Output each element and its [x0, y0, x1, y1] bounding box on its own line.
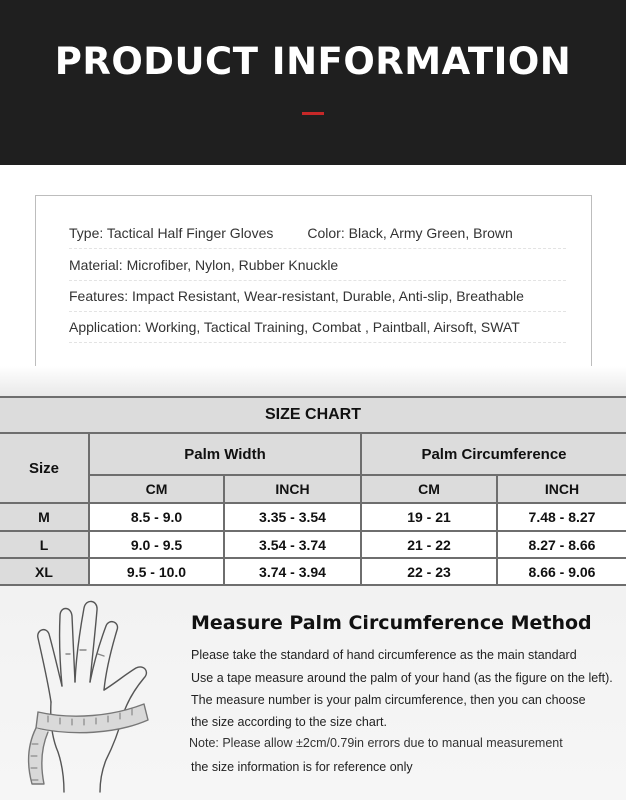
palm-circumference-header: Palm Circumference	[421, 445, 567, 463]
size-label: M	[38, 509, 50, 525]
table-cell: 9.0 - 9.5	[90, 532, 223, 557]
grid-line	[0, 396, 626, 398]
grid-line	[0, 530, 626, 532]
info-material: Material: Microfiber, Nylon, Rubber Knuckle	[69, 250, 566, 281]
info-color: Color: Black, Army Green, Brown	[307, 225, 513, 241]
info-line-type-color	[69, 218, 566, 249]
unit-cm-width: CM	[145, 481, 168, 497]
measure-instruction: Please take the standard of hand circumference as the main standard	[191, 648, 577, 662]
table-cell: 22 - 23	[362, 559, 496, 584]
title-accent-line	[302, 112, 324, 115]
size-label: L	[39, 536, 49, 553]
size-chart-title: SIZE CHART	[265, 406, 361, 423]
table-cell: 7.48 - 8.27	[498, 504, 626, 530]
measure-note-reference: the size information is for reference only	[191, 760, 413, 774]
size-chart	[0, 396, 626, 586]
grid-line	[360, 432, 362, 586]
table-cell: 3.74 - 3.94	[225, 559, 360, 584]
measure-instruction: Use a tape measure around the palm of your hand (as the figure on the left).	[191, 671, 613, 685]
header-banner	[0, 0, 626, 165]
palm-width-header: Palm Width	[184, 445, 266, 463]
measure-instruction: The measure number is your palm circumference, then you can choose	[191, 693, 586, 707]
measure-note: Note: Please allow ±2cm/0.79in errors due to manual measurement	[189, 736, 563, 750]
section-divider-band	[0, 366, 626, 396]
product-info-box	[35, 195, 592, 367]
table-cell: 8.5 - 9.0	[90, 504, 223, 530]
table-cell: 8.66 - 9.06	[498, 559, 626, 584]
info-type: Type: Tactical Half Finger Gloves	[69, 225, 274, 241]
measure-title: Measure Palm Circumference Method	[191, 612, 592, 634]
grid-line	[88, 474, 626, 476]
table-cell: 8.27 - 8.66	[498, 532, 626, 557]
grid-line	[88, 432, 90, 586]
grid-line	[496, 474, 498, 586]
table-cell: 21 - 22	[362, 532, 496, 557]
info-features: Features: Impact Resistant, Wear-resistant, Durable, Anti-slip, Breathable	[69, 281, 566, 312]
unit-cm-circumference: CM	[418, 481, 440, 497]
table-cell: 3.54 - 3.74	[225, 532, 360, 557]
size-column-header: Size	[28, 459, 59, 477]
grid-line	[223, 474, 225, 586]
unit-inch-width: INCH	[275, 481, 310, 497]
grid-line	[0, 502, 626, 504]
table-cell: 9.5 - 10.0	[90, 559, 223, 584]
measure-instruction: the size according to the size chart.	[191, 715, 387, 729]
hand-measure-icon	[18, 594, 168, 794]
info-application: Application: Working, Tactical Training, Combat , Paintball, Airsoft, SWAT	[69, 312, 566, 343]
table-cell: 19 - 21	[362, 504, 496, 530]
grid-line	[0, 432, 626, 434]
size-label: XL	[35, 563, 53, 580]
unit-inch-circumference: INCH	[544, 481, 580, 497]
table-cell: 3.35 - 3.54	[225, 504, 360, 530]
measure-section	[0, 586, 626, 800]
grid-line	[0, 557, 626, 559]
page-title: PRODUCT INFORMATION	[54, 40, 572, 83]
